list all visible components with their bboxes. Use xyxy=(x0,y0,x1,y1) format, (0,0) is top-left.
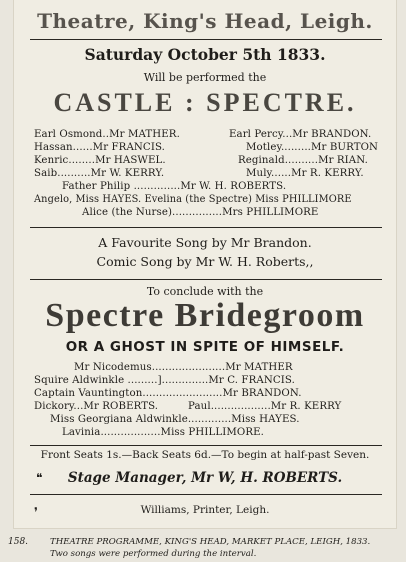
first-play-title: CASTLE : SPECTRE. xyxy=(53,88,357,117)
cast-entry: Motley.........Mr BURTON xyxy=(246,142,379,153)
performance-date: Saturday October 5th 1833. xyxy=(84,45,326,64)
caption-note: Two songs were performed during the interval. xyxy=(50,549,257,559)
cast-entry: Lavinia..................Miss PHILLIMORE. xyxy=(62,427,264,438)
printer-line: Williams, Printer, Leigh. xyxy=(140,504,270,516)
divider-4 xyxy=(30,445,382,446)
cast-entry: Squire Aldwinkle .........]..............Mr C. FRANCIS. xyxy=(34,375,295,386)
ink-mark: ❝ xyxy=(36,471,43,485)
ink-mark: ❜ xyxy=(34,505,38,519)
will-be-performed-line: Will be performed the xyxy=(143,71,267,84)
cast-entry: Kenric........Mr HASWEL. xyxy=(34,155,166,166)
second-play-title: Spectre Bridegroom xyxy=(45,297,365,334)
cast-entry: Captain Vauntington........................Mr BRANDON. xyxy=(34,388,302,399)
cast-entry: Earl Percy...Mr BRANDON. xyxy=(229,129,372,140)
cast-entry: Paul..................Mr R. KERRY xyxy=(188,401,342,412)
cast-entry: Earl Osmond..Mr MATHER. xyxy=(34,129,180,140)
cast-entry: Saib..........Mr W. KERRY. xyxy=(34,168,165,179)
caption-number: 158. xyxy=(8,537,29,547)
divider-3 xyxy=(30,279,382,280)
cast-entry: Father Philip ..............Mr W. H. ROBERTS. xyxy=(62,181,287,192)
cast-entry: Alice (the Nurse)...............Mrs PHILLIMORE xyxy=(82,207,319,218)
conclude-line: To conclude with the xyxy=(146,285,264,298)
divider-5 xyxy=(30,494,382,495)
cast-entry: Miss Georgiana Aldwinkle.............Miss HAYES. xyxy=(50,414,300,425)
admission-line: Front Seats 1s.—Back Seats 6d.—To begin at half-past Seven. xyxy=(40,449,370,461)
cast-entry: Hassan......Mr FRANCIS. xyxy=(34,142,166,153)
divider-1 xyxy=(30,39,382,40)
song-line: A Favourite Song by Mr Brandon. xyxy=(98,235,312,250)
caption-title: THEATRE PROGRAMME, KING'S HEAD, MARKET PLACE, LEIGH, 1833. xyxy=(50,537,371,547)
cast-entry: Muly......Mr R. KERRY. xyxy=(246,168,364,179)
cast-entry: Reginald..........Mr RIAN. xyxy=(238,155,368,166)
cast-entry: Mr Nicodemus......................Mr MATHER xyxy=(74,362,293,373)
second-play-subtitle: OR A GHOST IN SPITE OF HIMSELF. xyxy=(65,339,345,355)
theatre-heading: Theatre, King's Head, Leigh. xyxy=(37,9,373,33)
song-line: Comic Song by Mr W. H. Roberts,, xyxy=(96,254,314,269)
cast-entry: Angelo, Miss HAYES. Evelina (the Spectre) Miss PHILLIMORE xyxy=(34,194,352,205)
cast-entry: Dickory...Mr ROBERTS. xyxy=(34,401,159,412)
divider-2 xyxy=(30,227,382,228)
stage-manager-line: Stage Manager, Mr W, H. ROBERTS. xyxy=(67,470,343,486)
